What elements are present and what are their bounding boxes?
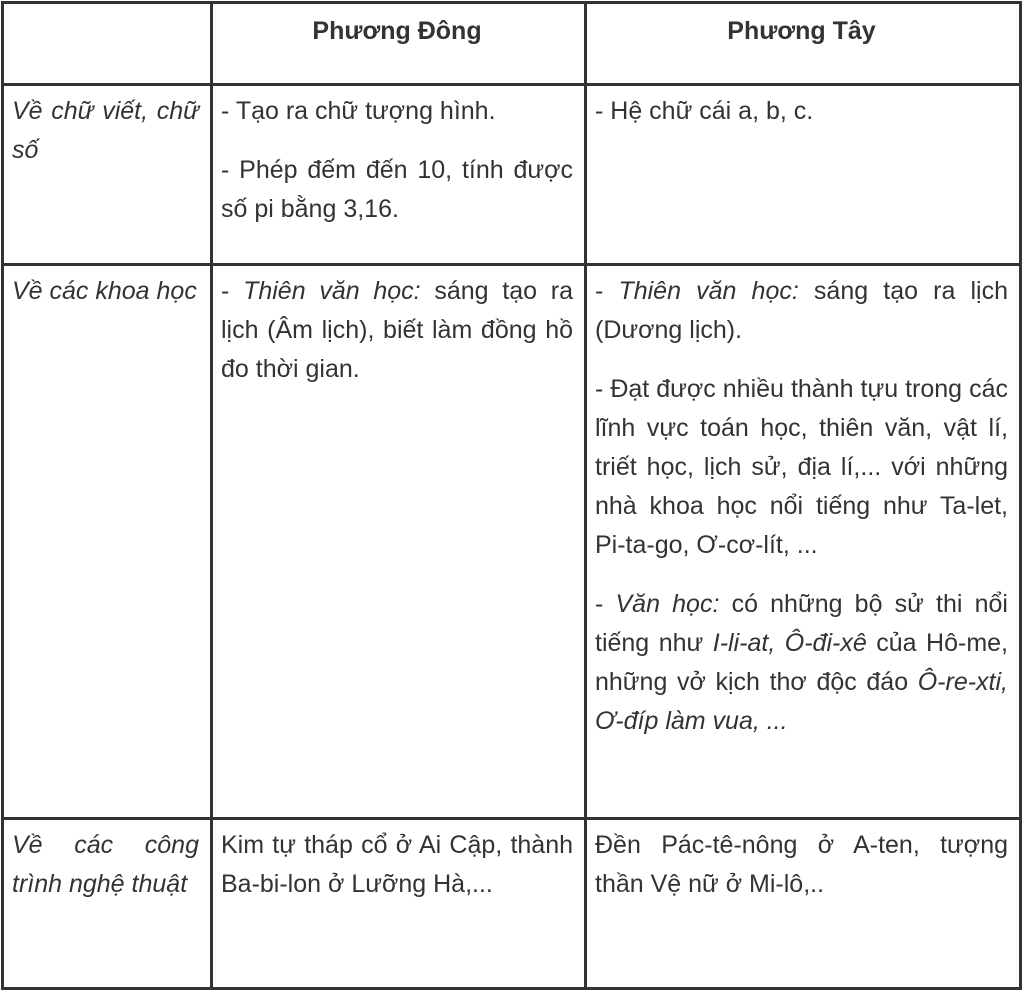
cell-paragraph: - Tạo ra chữ tượng hình. bbox=[221, 97, 496, 125]
emphasis-title: I-li-at, Ô-đi-xê bbox=[712, 629, 867, 657]
table-row bbox=[3, 819, 1021, 989]
cell-paragraph: - Đạt được nhiều thành tựu trong các lĩnh vực toán học, thiên văn, vật lí, triết học, lịch sử, địa lí,... với những nhà khoa học nổi tiếng như Ta-let, Pi-ta-go, Ơ-cơ-lít, ... bbox=[595, 375, 1008, 559]
cell-paragraph: - Thiên văn học: sáng tạo ra lịch (Dương lịch). bbox=[595, 277, 1008, 344]
emphasis-term: Văn học: bbox=[615, 590, 720, 618]
emphasis-term: Thiên văn học: bbox=[243, 277, 421, 305]
header-empty-cell bbox=[3, 3, 212, 85]
cell-paragraph: - Văn học: có những bộ sử thi nổi tiếng như I-li-at, Ô-đi-xê của Hô-me, những vở kịch thơ độc đáo Ô-re-xti, Ơ-đíp làm vua, ... bbox=[595, 590, 1008, 735]
row-label-sciences: Về các khoa học bbox=[3, 265, 212, 819]
table-row bbox=[3, 265, 1021, 819]
comparison-table bbox=[1, 1, 1022, 990]
cell-east-sciences bbox=[212, 265, 586, 819]
cell-west-art bbox=[586, 819, 1021, 989]
row-label-writing: Về chữ viết, chữ số bbox=[3, 85, 212, 265]
cell-paragraph: - Thiên văn học: sáng tạo ra lịch (Âm lịch), biết làm đồng hồ đo thời gian. bbox=[221, 277, 573, 383]
cell-paragraph: - Hệ chữ cái a, b, c. bbox=[595, 97, 814, 125]
header-row bbox=[3, 3, 1021, 85]
cell-west-writing bbox=[586, 85, 1021, 265]
cell-paragraph: Đền Pác-tê-nông ở A-ten, tượng thần Vệ nữ ở Mi-lô,.. bbox=[595, 831, 1008, 898]
cell-paragraph: Kim tự tháp cổ ở Ai Cập, thành Ba-bi-lon ở Lưỡng Hà,... bbox=[221, 831, 573, 898]
emphasis-title: Ô-re-xti, Ơ-đíp làm vua, ... bbox=[595, 668, 1008, 735]
row-label-art: Về các công trình nghệ thuật bbox=[3, 819, 212, 989]
cell-west-sciences bbox=[586, 265, 1021, 819]
cell-east-writing bbox=[212, 85, 586, 265]
table-row bbox=[3, 85, 1021, 265]
cell-east-art bbox=[212, 819, 586, 989]
header-east: Phương Đông bbox=[212, 3, 586, 85]
cell-paragraph: - Phép đếm đến 10, tính được số pi bằng 3,16. bbox=[221, 156, 573, 223]
header-west: Phương Tây bbox=[586, 3, 1021, 85]
emphasis-term: Thiên văn học: bbox=[618, 277, 799, 305]
